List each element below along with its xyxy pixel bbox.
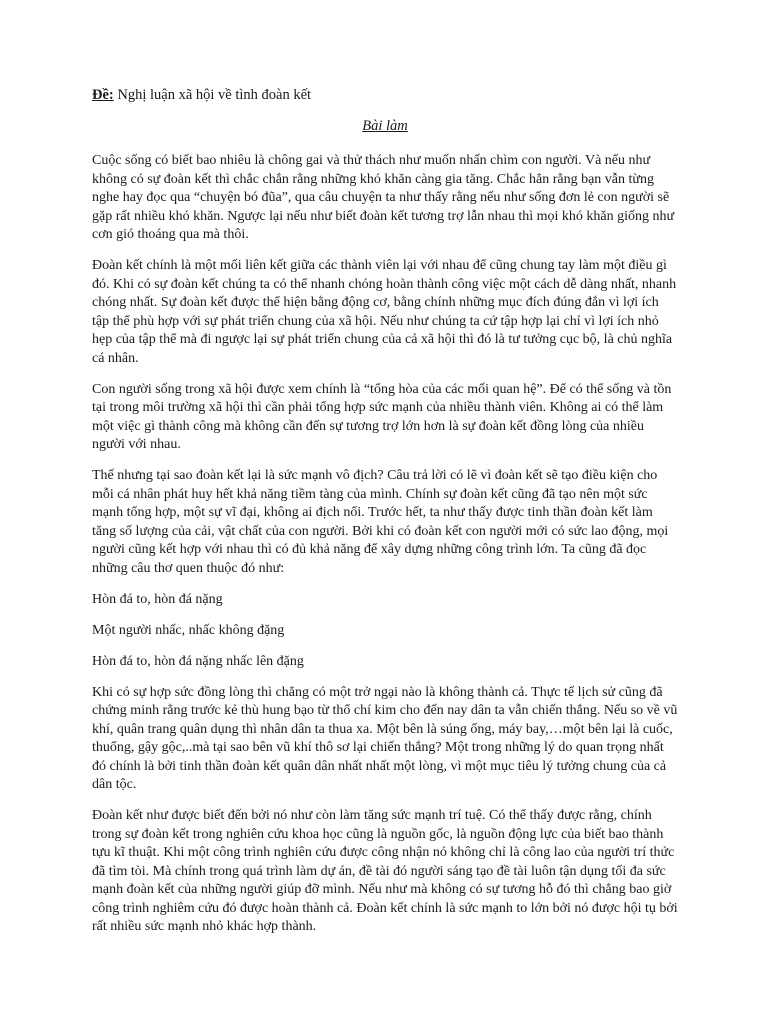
paragraph-3: Con người sống trong xã hội được xem chính là “tổng hòa của các mối quan hệ”. Để có thể sống và tồn tại trong môi trường xã hội thì cần phải tổng hợp sức mạnh của nhiều thành viên. Không ai có thể làm một việc gì thành công mà không cần đến sự tương trợ lớn hơn là sự đoàn kết đồng lòng của nhiều người với nhau. <box>92 381 672 452</box>
paragraph-1: Cuộc sống có biết bao nhiêu là chông gai và thử thách như muốn nhấn chìm con người. Và nếu như không có sự đoàn kết thì chắc chắn rằng những khó khăn càng gia tăng. Chắc hẳn rằng bạn vẫn từng nghe hay đọc qua “chuyện bó đũa”, qua câu chuyện ta như thấy rằng nếu như sống đơn lẻ con người sẽ gặp rất nhiều khó khăn. Ngược lại nếu như biết đoàn kết tương trợ lẫn nhau thì mọi khó khăn giống như cơn gió thoáng qua mà thôi. <box>92 153 675 242</box>
paragraph-6: Đoàn kết như được biết đến bởi nó như còn làm tăng sức mạnh trí tuệ. Có thể thấy được rằng, chính trong sự đoàn kết trong nghiên cứu khoa học cũng là nguồn gốc, là nguồn động lực của biết bao thành tựu kĩ thuật. Khi một công trình nghiên cứu được công nhận nó không chỉ là công lao của người trí thức đã tìm tòi. Mà chính trong quá trình làm dự án, đề tài đó người sáng tạo đề tài luôn tận dụng tối đa sức mạnh đoàn kết của những người giúp đỡ mình. Nếu như mà không có sự tương hỗ đó thì chẳng bao giờ công trình nghiêm cứu đó được hoàn thành cả. Đoàn kết chính là sức mạnh to lớn bởi nó được hội tụ bởi rất nhiều sức mạnh nhỏ khác hợp thành. <box>92 808 678 934</box>
paragraph-5: Khi có sự hợp sức đồng lòng thì chẳng có một trở ngại nào là không thành cả. Thực tế lịch sử cũng đã chứng minh rằng trước kẻ thù hung bạo từ thổ chí kim cho đến nay dân ta vẫn chiến thắng. Nếu so về vũ khí, quân trang quân dụng thì nhân dân ta thua xa. Một bên là súng ống, máy bay,…một bên lại là cuốc, thuổng, gậy gộc,..mà tại sao bên vũ khí thô sơ lại chiến thắng? Một trong những lý do quan trọng nhất đó chính là bởi tinh thần đoàn kết quân dân nhất nhất một lòng, vì một mục tiêu lý tưởng chung của cả dân tộc. <box>92 684 678 792</box>
title-text: Nghị luận xã hội về tình đoàn kết <box>113 87 312 103</box>
verse-line-1: Hòn đá to, hòn đá nặng <box>92 591 223 607</box>
paragraph-4: Thế nhưng tại sao đoàn kết lại là sức mạnh vô địch? Câu trả lời có lẽ vì đoàn kết sẽ tạo điều kiện cho mỗi cá nhân phát huy hết khả năng tiềm tàng của mình. Chính sự đoàn kết cũng đã tạo nên một sức mạnh tổng hợp, một sự vĩ đại, không ai địch nổi. Trước hết, ta như thấy được tinh thần đoàn kết làm tăng số lượng của cải, vật chất của con người. Bởi khi có đoàn kết con người mới có sức lao động, mọi người cũng kết hợp với nhau thì có đủ khả năng để xây dựng những công trình lớn. Ta cũng đã đọc những câu thơ quen thuộc đó như: <box>92 468 669 576</box>
title-label: Đề: <box>92 87 114 103</box>
verse-line-2: Một người nhấc, nhấc không đặng <box>92 622 285 638</box>
paragraph-2: Đoàn kết chính là một mối liên kết giữa các thành viên lại với nhau để cũng chung tay làm một điều gì đó. Khi có sự đoàn kết chúng ta có thể nhanh chóng hoàn thành công việc một cách dễ dàng nhất, nhanh chóng nhất. Sự đoàn kết được thể hiện bằng động cơ, bằng chính những mục đích đúng đắn vì lợi ích tập thể phù hợp với sự phát triển chung của xã hội. Nếu như chúng ta cứ tập hợp lại chỉ vì lợi ích nhỏ hẹp của tập thể mà đi ngược lại sự phát triển chung của cả xã hội thì đó là tư tưởng cục bộ, là chủ nghĩa cá nhân. <box>92 258 677 366</box>
document-subtitle: Bài làm <box>362 117 408 134</box>
document-page <box>92 86 678 949</box>
verse-line-3: Hòn đá to, hòn đá nặng nhấc lên đặng <box>92 653 304 669</box>
document-title <box>92 86 678 105</box>
